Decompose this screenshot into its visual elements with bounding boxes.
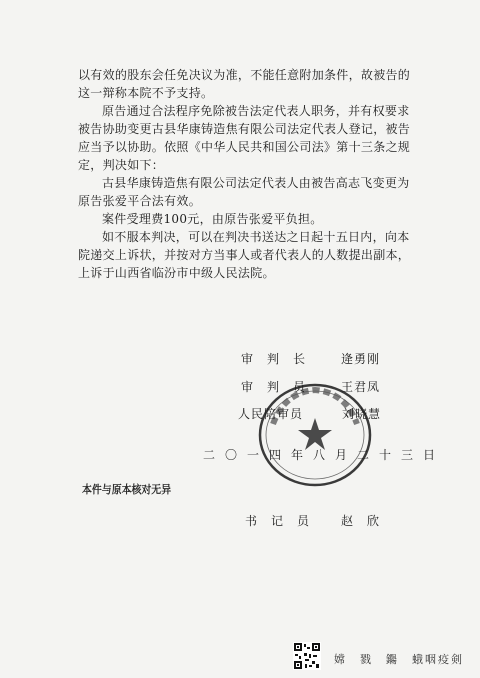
footer-code: 嫦 戮 鐊 蛾咽疫剣	[334, 653, 464, 666]
court-seal	[255, 380, 375, 490]
paragraph-4: 案件受理费100元，由原告张爱平负担。	[102, 212, 323, 226]
signature-role: 审 判 长	[241, 352, 307, 366]
signature-name: 逄勇刚	[341, 352, 381, 366]
paragraph-5: 如不服本判决，可以在判决书送达之日起十五日内，向本院递交上诉状，并按对方当事人或者代表人的人数提出副本，上诉于山西省临汾市中级人民法院。	[78, 230, 411, 280]
judgment-body	[78, 66, 418, 282]
signature-role: 人民陪审员	[238, 407, 304, 421]
paragraph-3: 古县华康铸造焦有限公司法定代表人由被告高志飞变更为原告张爱平合法有效。	[78, 176, 410, 208]
signature-name: 赵 欣	[341, 514, 381, 528]
judgment-date: 二〇一四年八月二十三日	[203, 448, 446, 462]
signature-role: 审 判 员	[241, 380, 307, 394]
paragraph-2: 原告通过合法程序免除被告法定代表人职务，并有权要求被告协助变更古县华康铸造焦有限公司法定代表人登记，被告应当予以协助。依照《中华人民共和国公司法》第十三条之规定，判决如下：	[78, 104, 411, 172]
signature-name: 刘晓慧	[342, 407, 382, 421]
paragraph-1: 以有效的股东会任免决议为准，不能任意附加条件，故被告的这一辩称本院不予支持。	[78, 68, 411, 100]
signature-name: 王君凤	[341, 380, 381, 394]
signature-role: 书 记 员	[245, 514, 311, 528]
qr-code-icon	[293, 642, 321, 670]
verification-stamp-note: 本件与原本核对无异	[82, 483, 172, 496]
